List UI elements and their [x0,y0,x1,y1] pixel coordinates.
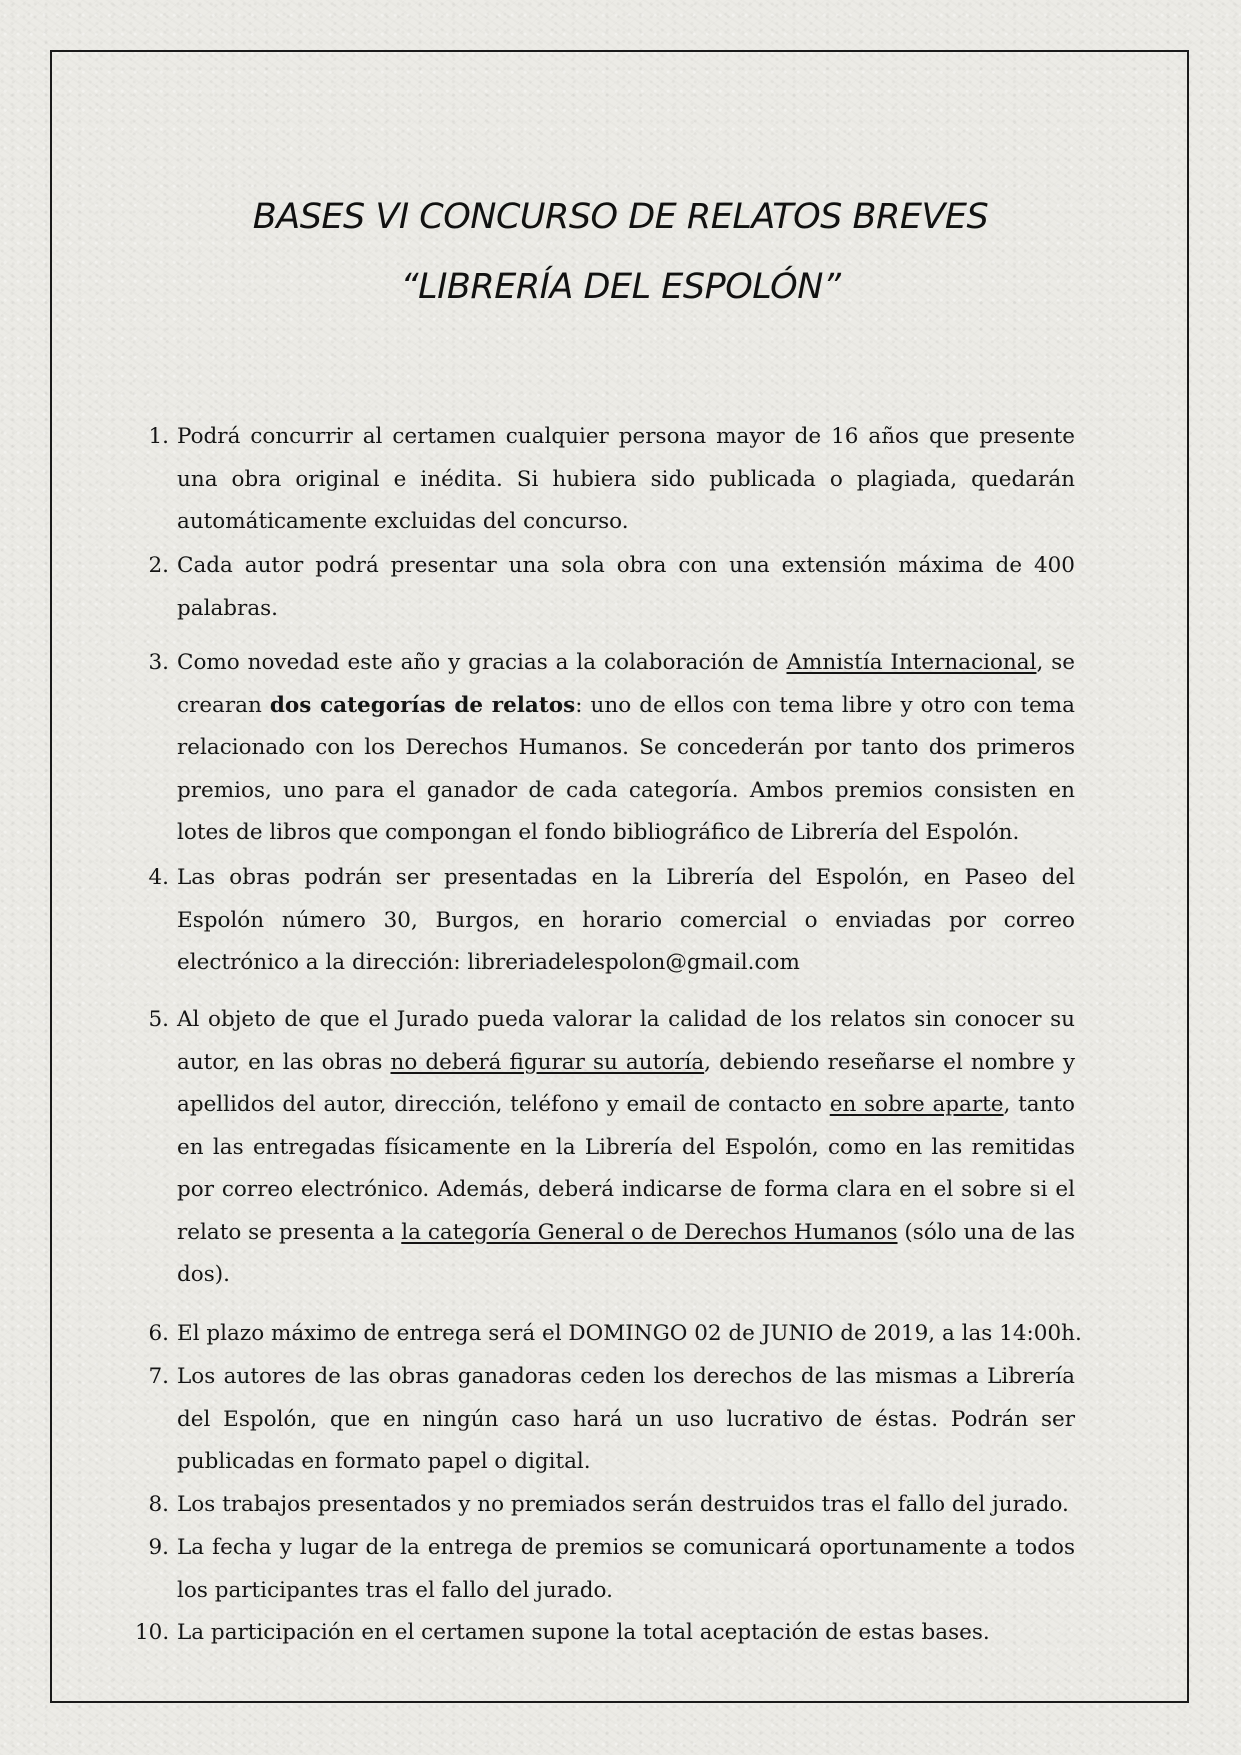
rule-item [135,1612,1075,1655]
rule-text: Los trabajos presentados y no premiados serán destruidos tras el fallo del jurado. [177,1492,1069,1517]
rule-item [148,642,1075,855]
rule-item [148,1356,1075,1484]
rule-item [148,416,1075,544]
rule-text: Al objeto de que el Jurado pueda valorar la calidad de los relatos sin conocer su autor, en las obras no deberá figurar su autoría, debiendo reseñarse el nombre y apellidos del autor, dirección, teléfono y email de contacto en sobre aparte, tanto en las entregadas físicamente en la Librería del Espolón, como en las remitidas por correo electrónico. Además, deberá indicarse de forma clara en el sobre si el relato se presenta a la categoría General o de Derechos Humanos (sólo una de las dos). [177,1007,1076,1287]
bold-categories: dos categorías de relatos [269,692,576,718]
rule-number: 3. [148,650,169,675]
rule-text: Las obras podrán ser presentadas en la Librería del Espolón, en Paseo del Espolón número 30, Burgos, en horario comercial o enviadas por correo electrónico a la dirección: libreriadelespolon@gmail.com [177,865,1075,975]
rule-number: 10. [135,1620,170,1645]
rule-number: 5. [148,1007,169,1032]
rule-text: Los autores de las obras ganadoras ceden los derechos de las mismas a Librería del Espolón, que en ningún caso hará un uso lucrativo de éstas. Podrán ser publicadas en formato papel o digital. [177,1364,1075,1474]
rule-number: 1. [148,424,169,449]
amnistia-link: Amnistía Internacional [786,650,1037,675]
underlined-authorship: no deberá figurar su autoría [390,1049,705,1075]
rule-text: Podrá concurrir al certamen cualquier persona mayor de 16 años que presente una obra original e inédita. Si hubiera sido publicada o plagiada, quedarán automáticamente excluidas del concurso. [177,424,1075,534]
document-title-line-1: BASES VI CONCURSO DE RELATOS BREVES [252,197,989,237]
rule-text: La fecha y lugar de la entrega de premios se comunicará oportunamente a todos los participantes tras el fallo del jurado. [177,1535,1075,1603]
rule-item [148,857,1075,985]
rule-item [148,545,1075,630]
rule-item [148,1484,1075,1527]
underlined-envelope: en sobre aparte [829,1092,1004,1117]
rule-number: 2. [148,553,169,578]
rule-number: 7. [148,1364,169,1389]
rule-text: El plazo máximo de entrega será el DOMINGO 02 de JUNIO de 2019, a las 14:00h. [177,1321,1082,1346]
rule-number: 6. [148,1321,169,1346]
rule-text: La participación en el certamen supone la total aceptación de estas bases. [177,1620,990,1645]
rule-text: Cada autor podrá presentar una sola obra con una extensión máxima de 400 palabras. [177,553,1075,621]
rule-number: 4. [148,865,169,890]
rule-item [148,1527,1075,1612]
rule-text: Como novedad este año y gracias a la colaboración de Amnistía Internacional, se crearan dos categorías de relatos: uno de ellos con tema libre y otro con tema relacionado con los Derechos Humanos. Se concederán por tanto dos primeros premios, uno para el ganador de cada categoría. Ambos premios consisten en lotes de libros que compongan el fondo bibliográfico de Librería del Espolón. [177,650,1075,845]
document-title-line-2: “LIBRERÍA DEL ESPOLÓN” [400,267,841,307]
underlined-category: la categoría General o de Derechos Humanos [401,1219,898,1245]
rule-item [148,999,1076,1297]
rule-item [148,1313,1082,1356]
rule-number: 8. [148,1492,169,1517]
rule-number: 9. [148,1535,169,1560]
